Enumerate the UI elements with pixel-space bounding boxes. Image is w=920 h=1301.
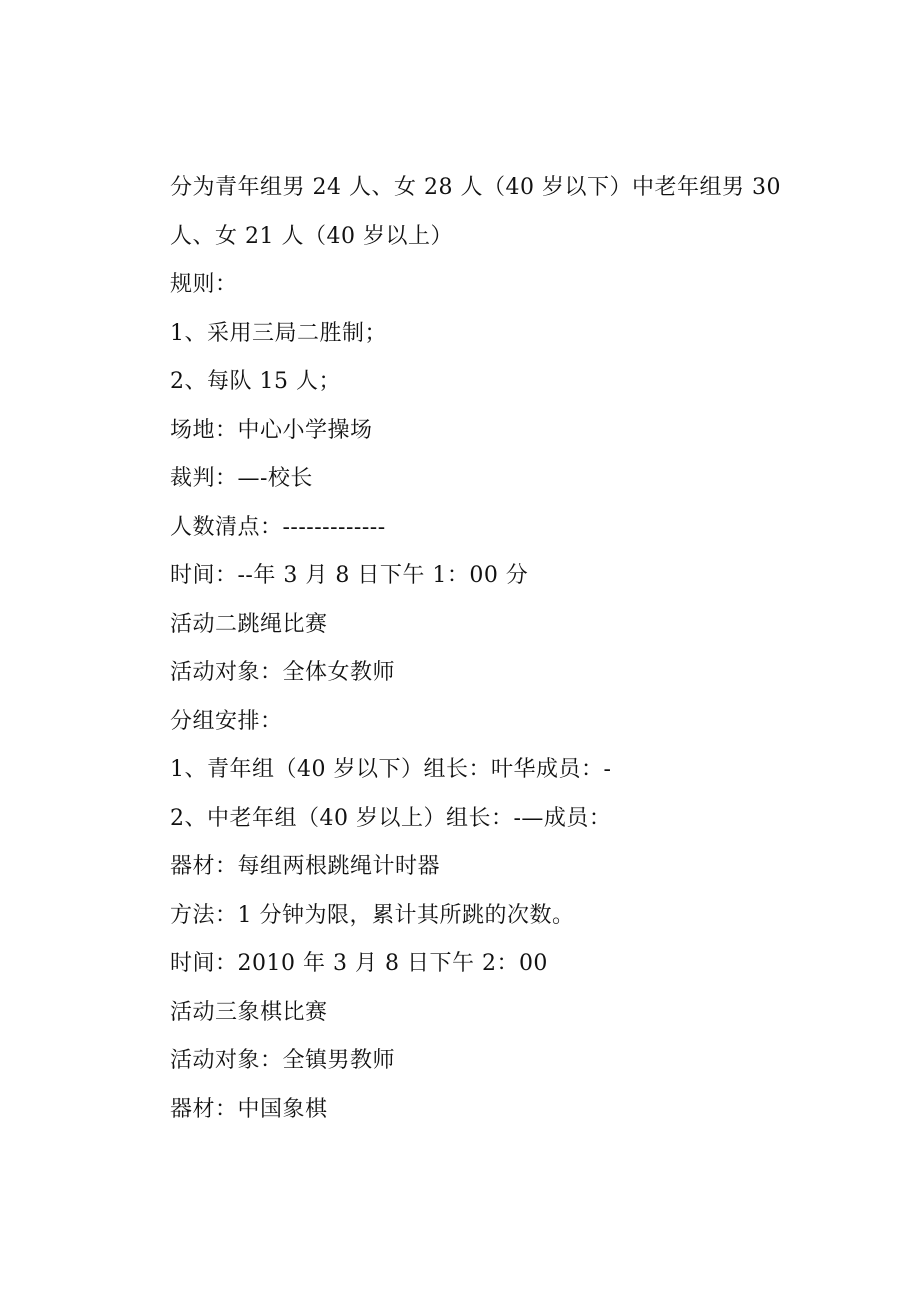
grouping-item-2: 2、中老年组（40 岁以上）组长：-—成员：: [170, 805, 612, 831]
method-line: 方法：1 分钟为限，累计其所跳的次数。: [170, 902, 575, 928]
text-line-participants-1: 分为青年组男 24 人、女 28 人（40 岁以下）中老年组男 30: [170, 175, 781, 200]
text-line-participants-2: 人、女 21 人（40 岁以上）: [170, 223, 453, 249]
time-line-1: 时间：--年 3 月 8 日下午 1：00 分: [170, 563, 529, 588]
headcount-line: 人数清点：-------------: [170, 514, 386, 540]
activity-3-heading: 活动三象棋比赛: [170, 999, 328, 1025]
activity-2-heading: 活动二跳绳比赛: [170, 611, 328, 637]
referee-line: 裁判：—-校长: [170, 466, 313, 491]
rule-item-2: 2、每队 15 人；: [170, 369, 341, 394]
equipment-line-1: 器材：每组两根跳绳计时器: [170, 854, 441, 879]
activity-3-target: 活动对象：全镇男教师: [170, 1048, 396, 1073]
grouping-heading: 分组安排：: [170, 708, 283, 734]
venue-line: 场地：中心小学操场: [170, 417, 373, 443]
rule-item-1: 1、采用三局二胜制；: [170, 320, 387, 346]
equipment-line-2: 器材：中国象棋: [170, 1096, 328, 1122]
grouping-item-1: 1、青年组（40 岁以下）组长：叶华成员：-: [170, 757, 612, 782]
document-body: [170, 164, 790, 1134]
rules-heading: 规则：: [170, 272, 238, 297]
activity-2-target: 活动对象：全体女教师: [170, 660, 396, 685]
time-line-2: 时间：2010 年 3 月 8 日下午 2：00: [170, 951, 548, 976]
